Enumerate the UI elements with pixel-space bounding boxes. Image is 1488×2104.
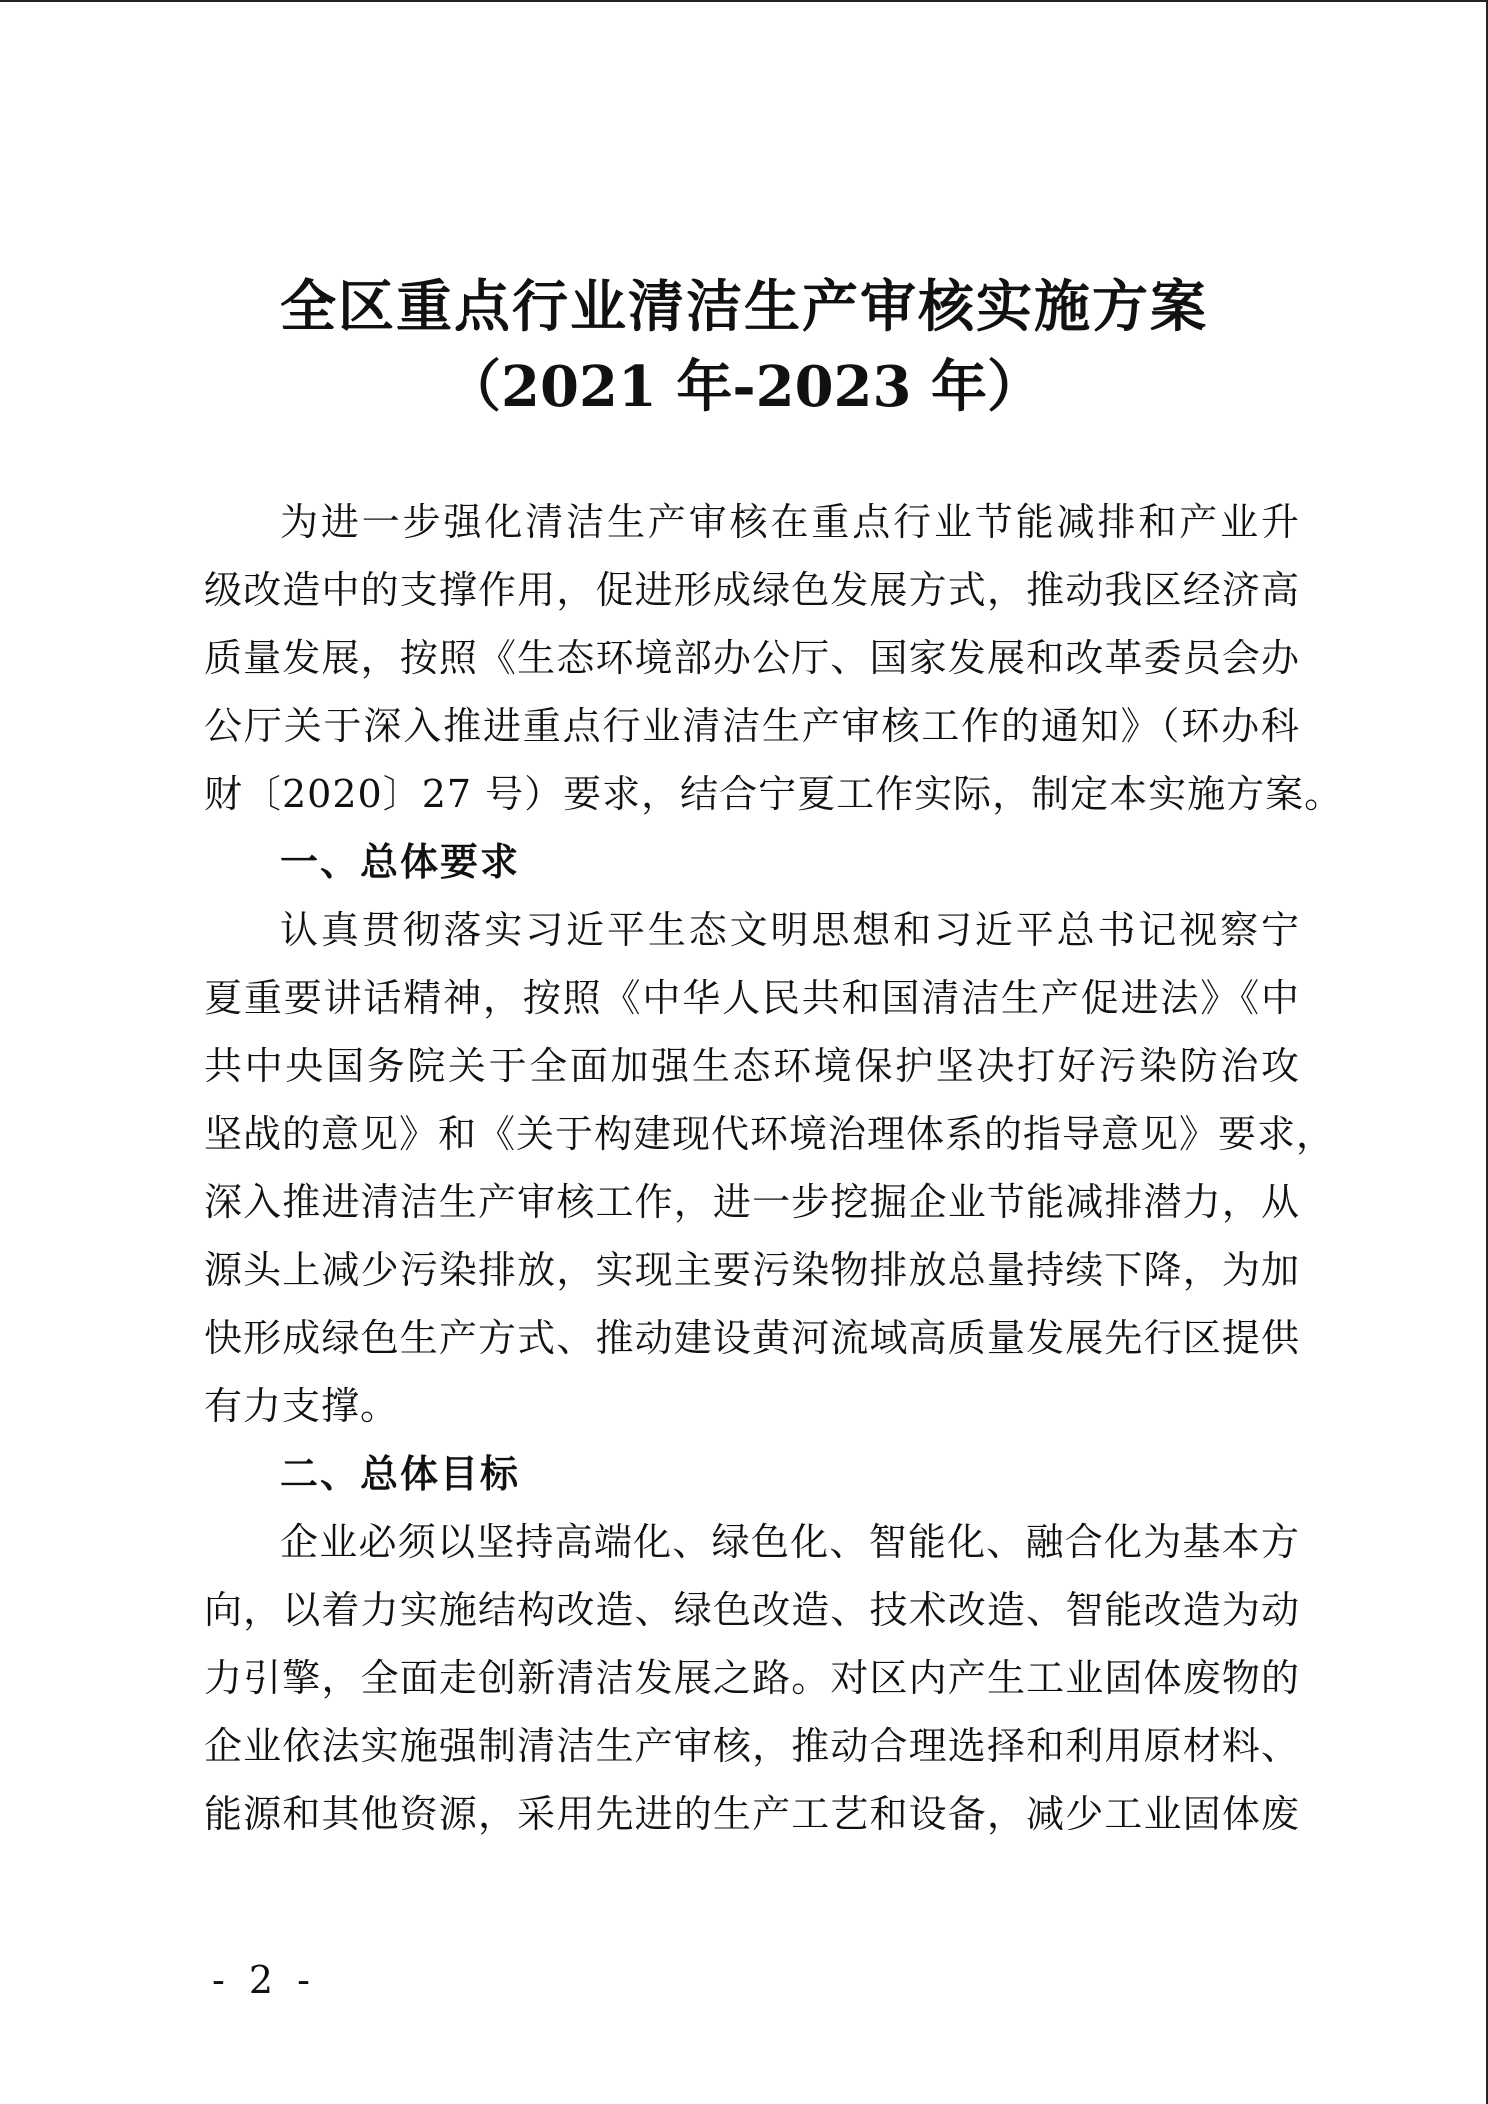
- intro-line: 为进一步强化清洁生产审核在重点行业节能减排和产业升: [280, 500, 1300, 544]
- document-title: 全区重点行业清洁生产审核实施方案: [280, 274, 1208, 340]
- section2-line: 向，以着力实施结构改造、绿色改造、技术改造、智能改造为动: [204, 1588, 1300, 1632]
- section-heading-overall-requirements: 一、总体要求: [280, 840, 521, 884]
- document-subtitle: （2021 年-2023 年）: [445, 354, 1043, 420]
- section1-line: 夏重要讲话精神，按照《中华人民共和国清洁生产促进法》《中: [204, 976, 1300, 1020]
- section1-line: 认真贯彻落实习近平生态文明思想和习近平总书记视察宁: [280, 908, 1300, 952]
- section2-line: 力引擎，全面走创新清洁发展之路。对区内产生工业固体废物的: [204, 1656, 1300, 1700]
- section2-line: 企业依法实施强制清洁生产审核，推动合理选择和利用原材料、: [204, 1724, 1300, 1768]
- section1-line: 深入推进清洁生产审核工作，进一步挖掘企业节能减排潜力，从: [204, 1180, 1300, 1224]
- intro-line: 质量发展，按照《生态环境部办公厅、国家发展和改革委员会办: [204, 636, 1300, 680]
- section2-line: 企业必须以坚持高端化、绿色化、智能化、融合化为基本方: [280, 1520, 1300, 1564]
- intro-line: 财〔2020〕27 号）要求，结合宁夏工作实际，制定本实施方案。: [204, 772, 1344, 816]
- section1-line: 有力支撑。: [204, 1384, 400, 1428]
- page-number: - 2 -: [212, 1958, 317, 2002]
- section-heading-overall-goals: 二、总体目标: [280, 1452, 521, 1496]
- section2-line: 能源和其他资源，采用先进的生产工艺和设备，减少工业固体废: [204, 1792, 1300, 1836]
- page-border-top: [0, 0, 1488, 2]
- section1-line: 源头上减少污染排放，实现主要污染物排放总量持续下降，为加: [204, 1248, 1300, 1292]
- section1-line: 共中央国务院关于全面加强生态环境保护坚决打好污染防治攻: [204, 1044, 1300, 1088]
- section1-line: 坚战的意见》和《关于构建现代环境治理体系的指导意见》要求，: [204, 1112, 1336, 1156]
- intro-line: 公厅关于深入推进重点行业清洁生产审核工作的通知》（环办科: [204, 704, 1300, 748]
- intro-line: 级改造中的支撑作用，促进形成绿色发展方式，推动我区经济高: [204, 568, 1300, 612]
- section1-line: 快形成绿色生产方式、推动建设黄河流域高质量发展先行区提供: [204, 1316, 1300, 1360]
